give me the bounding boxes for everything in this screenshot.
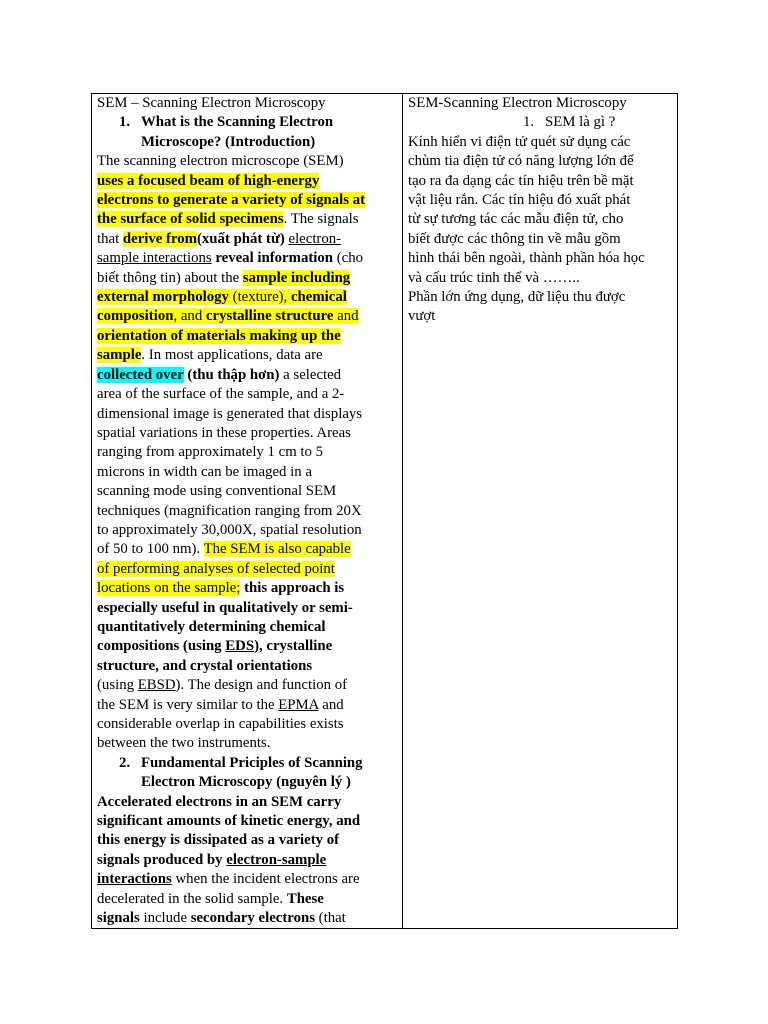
text-run: (cho	[333, 250, 364, 267]
right-title: SEM-Scanning Electron Microscopy	[408, 95, 627, 111]
table-row	[92, 94, 678, 929]
highlight: sample	[97, 347, 142, 364]
intro-paragraph	[97, 152, 397, 754]
text-run: and	[318, 696, 344, 713]
text-line: tạo ra đa dạng các tín hiệu trên bề mặt	[408, 172, 634, 189]
highlight-cyan: collected over	[97, 366, 184, 383]
text-run: quantitatively determining chemical	[97, 618, 326, 635]
text-run: The scanning electron microscope (SEM)	[97, 153, 344, 170]
text-run: scanning mode using conventional SEM	[97, 483, 337, 500]
bilingual-table	[91, 93, 678, 929]
heading-number: 1.	[523, 114, 535, 131]
text-run: the SEM is very similar to the	[97, 696, 279, 713]
text-run: when the incident electrons are	[171, 871, 360, 888]
text-run: . The signals	[283, 211, 359, 228]
text-run: structure, and crystal orientations	[97, 657, 313, 674]
epma-link[interactable]: EPMA	[278, 696, 319, 713]
text-run: spatial variations in these properties. Areas	[97, 424, 351, 441]
highlight: derive from	[122, 230, 197, 247]
text-run: between the two instruments.	[97, 735, 271, 752]
ebsd-link[interactable]: EBSD	[137, 677, 176, 694]
text-run: Accelerated electrons in an SEM carry	[97, 793, 342, 810]
text-run: of 50 to 100 nm).	[97, 541, 204, 558]
text-run: signals	[97, 910, 140, 927]
link-text: interactions	[97, 871, 172, 888]
text-run: dimensional image is generated that displays	[97, 405, 363, 422]
text-run: biết thông tin) about the	[97, 269, 243, 286]
text-run: compositions (using	[97, 638, 226, 655]
text-run: microns in width can be imaged in a	[97, 463, 312, 480]
text-line: vật liệu rắn. Các tín hiệu đó xuất phát	[408, 192, 631, 209]
highlight: (texture),	[228, 289, 291, 306]
text-line: chùm tia điện tử có năng lượng lớn để	[408, 153, 634, 170]
text-run: secondary electrons	[190, 910, 315, 927]
text-run: . In most applications, data are	[141, 347, 323, 364]
heading-introduction	[97, 113, 397, 152]
highlight: chemical	[290, 289, 347, 306]
text-run: especially useful in qualitatively or semi-	[97, 599, 353, 616]
heading-line: Electron Microscopy (nguyên lý )	[141, 774, 351, 791]
text-run: a selected	[279, 366, 342, 383]
heading-fundamental-principles	[97, 754, 397, 793]
heading-line: Microscope? (Introduction)	[141, 133, 316, 150]
highlight: orientation of materials making up the	[97, 327, 341, 344]
text-line: hình thái bên ngoài, thành phần hóa học	[408, 250, 645, 267]
link-text: electron-sample	[226, 851, 327, 868]
text-run: reveal information	[215, 250, 334, 267]
text-run: considerable overlap in capabilities exists	[97, 716, 344, 732]
text-run: that	[97, 230, 123, 247]
text-line: Kính hiển vi điện tử quét sử dụng các	[408, 133, 631, 150]
highlight: of performing analyses of selected point	[97, 560, 335, 577]
english-column	[92, 94, 403, 929]
vietnamese-column	[403, 94, 678, 929]
text-line: Phần lớn ứng dụng, dữ liệu thu được	[408, 289, 626, 306]
text-run: decelerated in the solid sample.	[97, 890, 287, 907]
text-run: techniques (magnification ranging from 20X	[97, 502, 362, 519]
principles-paragraph	[97, 793, 397, 929]
text-run: (using	[97, 677, 138, 694]
highlight: uses a focused beam of high-energy	[97, 172, 320, 189]
highlight: locations on the sample;	[97, 580, 241, 597]
highlight: sample including	[242, 269, 351, 286]
text-run: this energy is dissipated as a variety of	[97, 832, 340, 849]
highlight: composition	[97, 308, 174, 325]
text-line: từ sự tương tác các mẫu điện tử, cho	[408, 211, 624, 228]
text-run: to approximately 30,000X, spatial resolution	[97, 521, 362, 538]
right-heading	[408, 113, 672, 132]
heading-number: 1.	[119, 114, 131, 131]
text-run: include	[139, 910, 191, 927]
heading-line: What is the Scanning Electron	[141, 114, 334, 131]
text-run: significant amounts of kinetic energy, and	[97, 813, 361, 830]
text-run: ranging from approximately 1 cm to 5	[97, 444, 324, 461]
text-run: signals produced by	[97, 851, 227, 868]
link-text: sample interactions	[97, 250, 212, 267]
eds-link[interactable]: EDS	[225, 638, 255, 655]
vietnamese-paragraph	[408, 133, 672, 327]
highlight: and	[333, 308, 359, 325]
text-run: These	[286, 890, 324, 907]
text-line: vượt	[408, 308, 436, 325]
highlight: , and	[173, 308, 206, 325]
text-run: (xuất phát từ)	[196, 230, 285, 247]
highlight: the surface of solid specimens	[97, 211, 284, 228]
link-text: electron-	[288, 230, 342, 247]
text-run: ), crystalline	[254, 638, 333, 655]
text-run: ). The design and function of	[175, 677, 348, 694]
text-run: this approach is	[240, 580, 345, 597]
highlight: crystalline structure	[205, 308, 334, 325]
heading-text: SEM là gì ?	[545, 114, 616, 131]
text-line: và cấu trúc tinh thể và ……..	[408, 269, 580, 286]
highlight: external morphology	[97, 289, 229, 306]
heading-line: Fundamental Priciples of Scanning	[141, 754, 363, 771]
text-run: area of the surface of the sample, and a 2-	[97, 386, 345, 403]
left-title: SEM – Scanning Electron Microscopy	[97, 95, 326, 111]
heading-number: 2.	[119, 754, 131, 771]
text-run: (that	[314, 910, 346, 927]
text-line: biết được các thông tin về mẫu gồm	[408, 230, 621, 247]
highlight: The SEM is also capable	[203, 541, 351, 558]
text-run: (thu thập hơn)	[187, 366, 280, 383]
highlight: electrons to generate a variety of signals at	[97, 192, 366, 209]
